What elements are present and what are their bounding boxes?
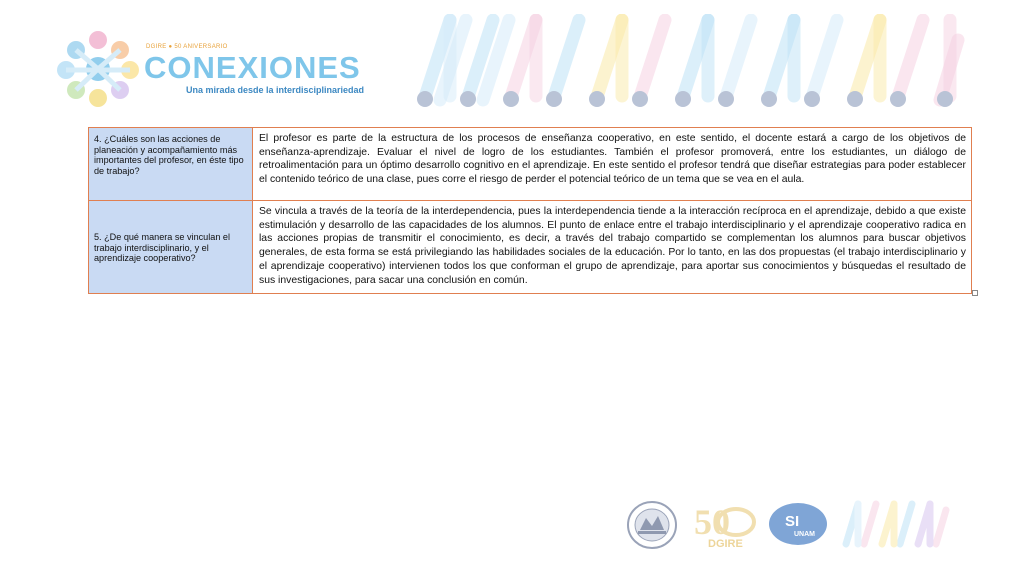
conexiones-logo-icon — [56, 28, 140, 108]
si-label: SI — [785, 513, 800, 530]
unam-seal-icon — [626, 500, 678, 550]
si-unam-logo-icon — [768, 502, 828, 546]
table-resize-handle[interactable] — [972, 290, 978, 296]
si-sub: UNAM — [794, 531, 815, 538]
decorative-stripes — [410, 14, 970, 110]
decorative-stripes-small — [840, 498, 952, 550]
table-row — [89, 201, 972, 294]
fifty-sub: DGIRE — [708, 538, 743, 550]
answer-cell: El profesor es parte de la estructura de los procesos de enseñanza cooperativo, en este sentido, el docente estará a cargo de los objetivos de enseñanza-aprendizaje. Evaluar el nivel de logro de los estudiantes. También el profesor promoverá, entre los estudiantes, un diálogo de retroalimentación para un óptimo desarrollo cognitivo en el aprendizaje. En este sentido el profesor tendrá que diseñar estrategias para poder establecer el contenido teórico de una clase, pues corre el riesgo de perder el potencial teórico de un tema que se vea en el aula. — [253, 128, 972, 201]
fifty-label: 50 — [694, 502, 730, 542]
question-cell: 4. ¿Cuáles son las acciones de planeación y acompañamiento más importantes del profesor, en éste tipo de trabajo? — [89, 128, 253, 201]
conexiones-logo — [56, 28, 386, 110]
question-cell: 5. ¿De qué manera se vinculan el trabajo interdisciplinario, y el aprendizaje cooperativo? — [89, 201, 253, 294]
logo-title: CONEXIONES — [144, 50, 361, 85]
dgire-50-logo-icon — [690, 500, 758, 550]
qa-table — [88, 127, 972, 294]
table-row — [89, 128, 972, 201]
answer-cell: Se vincula a través de la teoría de la interdependencia, pues la interdependencia tiende a la interacción recíproca en el aprendizaje, debido a que existe estimulación y desarrollo de las capacidades de los alumnos. El punto de enlace entre el trabajo interdisciplinario y el aprendizaje cooperativo radica en las acciones propias de transmitir el conocimiento, es decir, a través del trabajo compartido se complementan los alumnos para buscar objetivos generales, de esta forma se está privilegiando las habilidades sociales de la educación. Por lo tanto, en las dos propuestas (el trabajo interdisciplinario y el aprendizaje cooperativo) intervienen todos los que conforman el grupo de aprendizaje, para aportar sus conocimientos y búsquedas el resultado de sus investigaciones, para sacar una conclusión en común. — [253, 201, 972, 294]
logo-tagline: Una mirada desde la interdisciplinariedad — [186, 85, 365, 95]
logo-kicker: DGIRE ● 50 ANIVERSARIO — [146, 44, 228, 50]
